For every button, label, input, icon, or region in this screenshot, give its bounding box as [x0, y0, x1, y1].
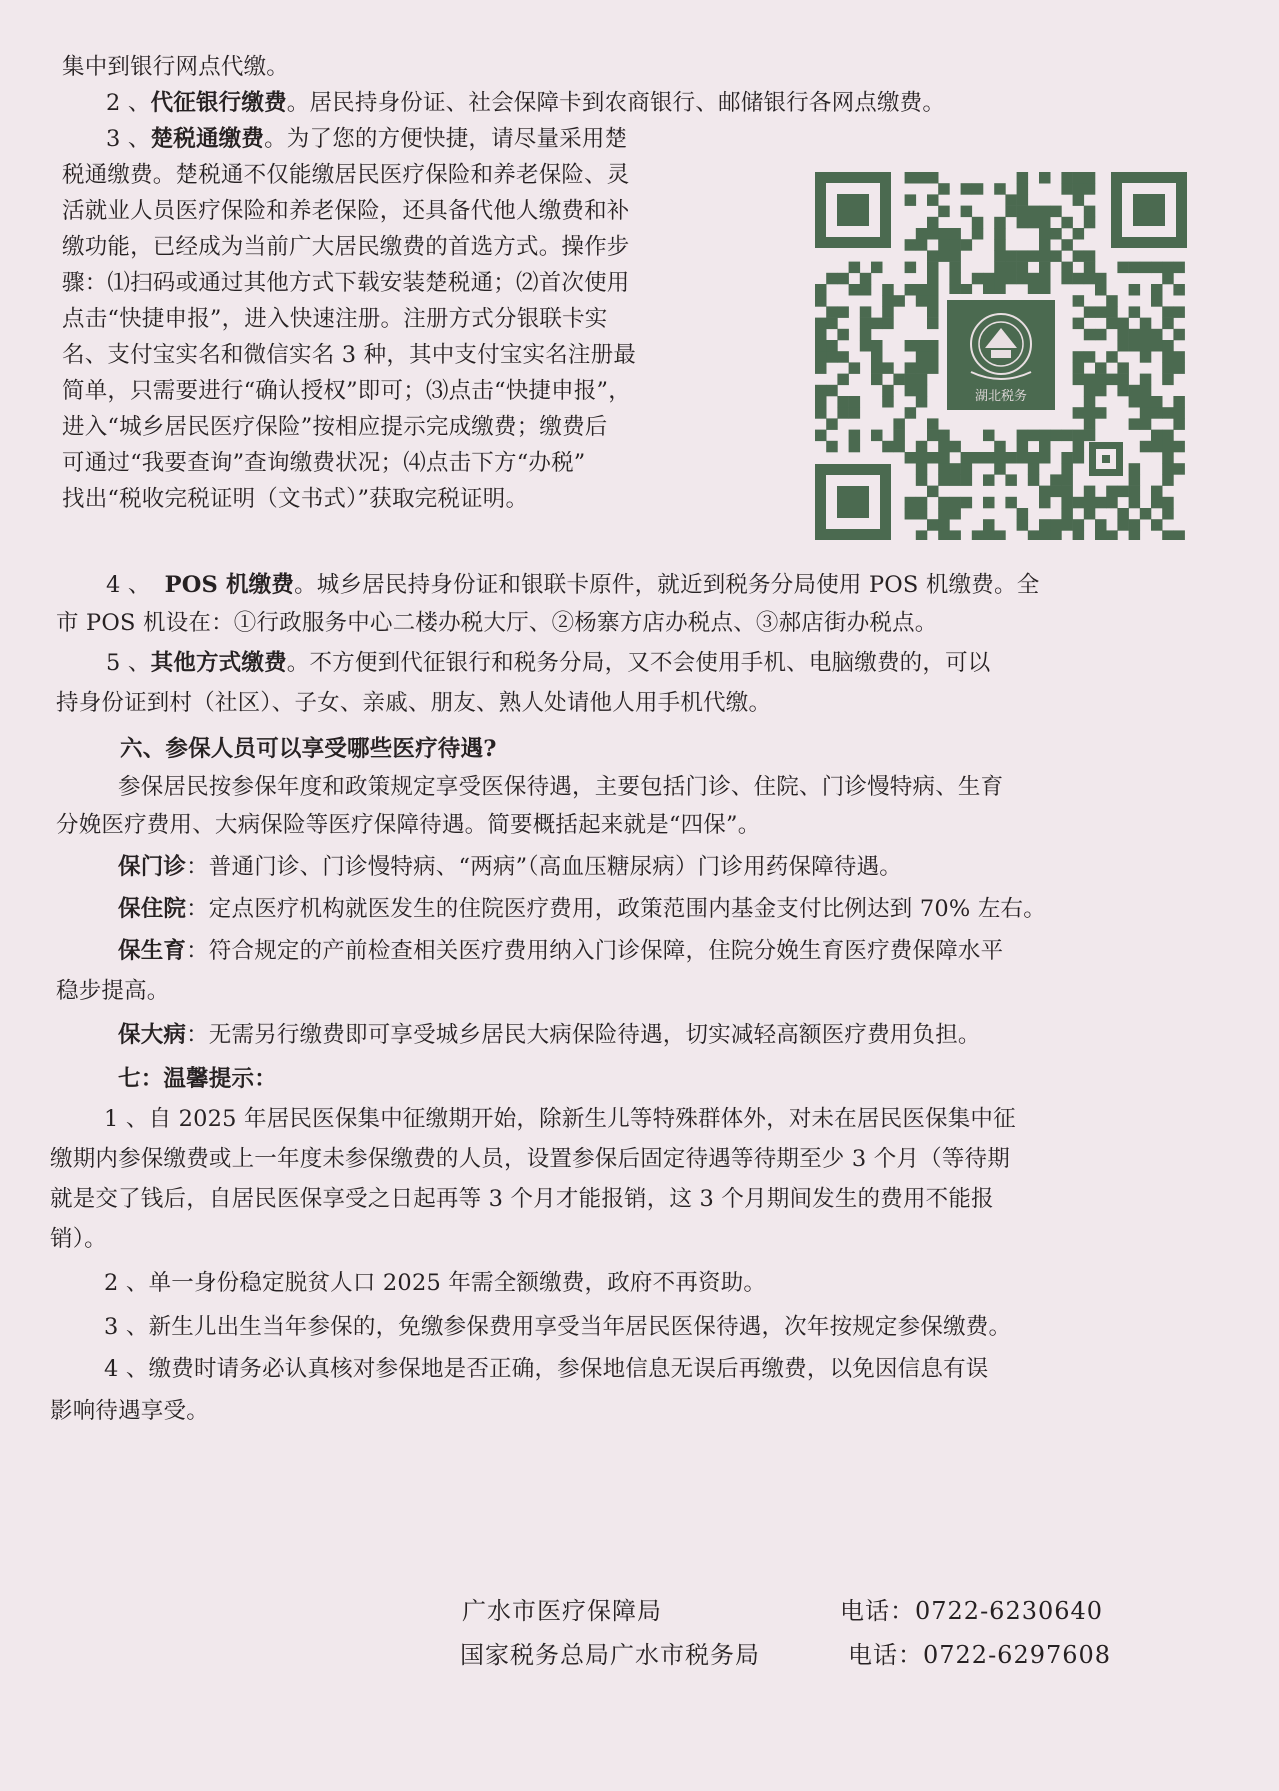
method-3-line: 骤：⑴扫码或通过其他方式下载安装楚税通；⑵首次使用: [62, 270, 630, 296]
method-3-line: 简单，只需要进行“确认授权”即可；⑶点击“快捷申报”，: [62, 378, 631, 404]
method-2-line: [106, 88, 945, 118]
method-3-line: 可通过“我要查询”查询缴费状况；⑷点击下方“办税”: [62, 450, 586, 476]
method-2-text: 。居民持身份证、社会保障卡到农商银行、邮储银行各网点缴费。: [286, 90, 946, 116]
method-2-title: 代征银行缴费: [150, 90, 287, 116]
method-3-line: 活就业人员医疗保险和养老保险，还具备代他人缴费和补: [62, 198, 630, 224]
method-3-line: 进入“城乡居民医疗保险”按相应提示完成缴费；缴费后: [62, 414, 608, 440]
tip-1-line: 1 、自 2025 年居民医保集中征缴期开始，除新生儿等特殊群体外，对未在居民医保集中征: [104, 1106, 1016, 1132]
tip-4-line: 4 、缴费时请务必认真核对参保地是否正确，参保地信息无误后再缴费，以免因信息有误: [104, 1356, 989, 1382]
footer-phone-1: 电话：0722-6230640: [840, 1597, 1104, 1625]
method-3-line: 名、支付宝实名和微信实名 3 种，其中支付宝实名注册最: [62, 342, 637, 368]
method-5-text: 。不方便到代征银行和税务分局，又不会使用手机、电脑缴费的，可以: [286, 650, 991, 676]
tip-1-line: 缴期内参保缴费或上一年度未参保缴费的人员，设置参保后固定待遇等待期至少 3 个月（等待期: [50, 1146, 1010, 1172]
benefit-critical-text: ：无需另行缴费即可享受城乡居民大病保险待遇，切实减轻高额医疗费用负担。: [186, 1022, 981, 1048]
benefit-maternity-text: ：符合规定的产前检查相关医疗费用纳入门诊保障，住院分娩生育医疗费保障水平: [186, 938, 1004, 964]
benefit-critical-label: 保大病: [118, 1022, 187, 1048]
qr-code-icon[interactable]: [815, 172, 1187, 540]
benefit-inpatient-label: 保住院: [118, 896, 187, 922]
footer-org-2: 国家税务总局广水市税务局: [460, 1641, 760, 1669]
method-3-line: 点击“快捷申报”，进入快速注册。注册方式分银联卡实: [62, 306, 608, 332]
tip-3: 3 、新生儿出生当年参保的，免缴参保费用享受当年居民医保待遇，次年按规定参保缴费。: [104, 1314, 1012, 1340]
method-5-title: 其他方式缴费: [150, 650, 287, 676]
method-2-number: 2 、: [106, 90, 151, 116]
method-3-text: 。为了您的方便快捷，请尽量采用楚: [264, 126, 628, 152]
footer-org-1: 广水市医疗保障局: [462, 1597, 662, 1625]
method-4-title: POS 机缴费: [164, 572, 295, 598]
benefit-outpatient-label: 保门诊: [118, 854, 187, 880]
method-3-number: 3 、: [106, 126, 151, 152]
tip-4-line: 影响待遇享受。: [50, 1398, 209, 1424]
section-6-heading: 六、参保人员可以享受哪些医疗待遇?: [120, 736, 497, 762]
method-3-line-1: [106, 124, 627, 154]
intro-tail: 集中到银行网点代缴。: [62, 54, 290, 80]
section-6-para-line-2: 分娩医疗费用、大病保险等医疗保障待遇。简要概括起来就是“四保”。: [56, 812, 761, 838]
benefit-inpatient-text: ：定点医疗机构就医发生的住院医疗费用，政策范围内基金支付比例达到 70% 左右。: [186, 896, 1046, 922]
method-3-line: 找出“税收完税证明（文书式）”获取完税证明。: [62, 486, 529, 512]
benefit-maternity: [118, 936, 1003, 966]
method-3-line: 税通缴费。楚税通不仅能缴居民医疗保险和养老保险、灵: [62, 162, 630, 188]
method-4-line-1: [106, 570, 1039, 600]
section-7-heading: 七：温馨提示：: [118, 1066, 277, 1092]
method-5-line-1: [106, 648, 990, 678]
benefit-critical: [118, 1020, 981, 1050]
tip-2: 2 、单一身份稳定脱贫人口 2025 年需全额缴费，政府不再资助。: [104, 1270, 767, 1296]
method-3-title: 楚税通缴费: [150, 126, 265, 152]
section-6-para-line-1: 参保居民按参保年度和政策规定享受医保待遇，主要包括门诊、住院、门诊慢特病、生育: [118, 774, 1004, 800]
method-4-number: 4 、: [106, 572, 151, 598]
benefit-outpatient-text: ：普通门诊、门诊慢特病、“两病”（高血压糖尿病）门诊用药保障待遇。: [186, 854, 902, 880]
benefit-maternity-line-2: 稳步提高。: [56, 978, 170, 1004]
method-4-line-2: 市 POS 机设在：①行政服务中心二楼办税大厅、②杨寨方店办税点、③郝店街办税点。: [56, 610, 938, 636]
tip-1-line: 就是交了钱后，自居民医保享受之日起再等 3 个月才能报销，这 3 个月期间发生的费用不能报: [50, 1186, 994, 1212]
tip-1-line: 销）。: [50, 1226, 107, 1252]
method-5-number: 5 、: [106, 650, 151, 676]
benefit-outpatient: [118, 852, 902, 882]
qr-logo-text: 湖北税务: [974, 389, 1028, 404]
method-4-text: 。城乡居民持身份证和银联卡原件，就近到税务分局使用 POS 机缴费。全: [294, 572, 1040, 598]
footer-phone-2: 电话：0722-6297608: [848, 1641, 1112, 1669]
benefit-maternity-label: 保生育: [118, 938, 187, 964]
method-5-line-2: 持身份证到村（社区）、子女、亲戚、朋友、熟人处请他人用手机代缴。: [56, 690, 772, 716]
benefit-inpatient: [118, 894, 1046, 924]
method-3-line: 缴功能，已经成为当前广大居民缴费的首选方式。操作步: [62, 234, 630, 260]
